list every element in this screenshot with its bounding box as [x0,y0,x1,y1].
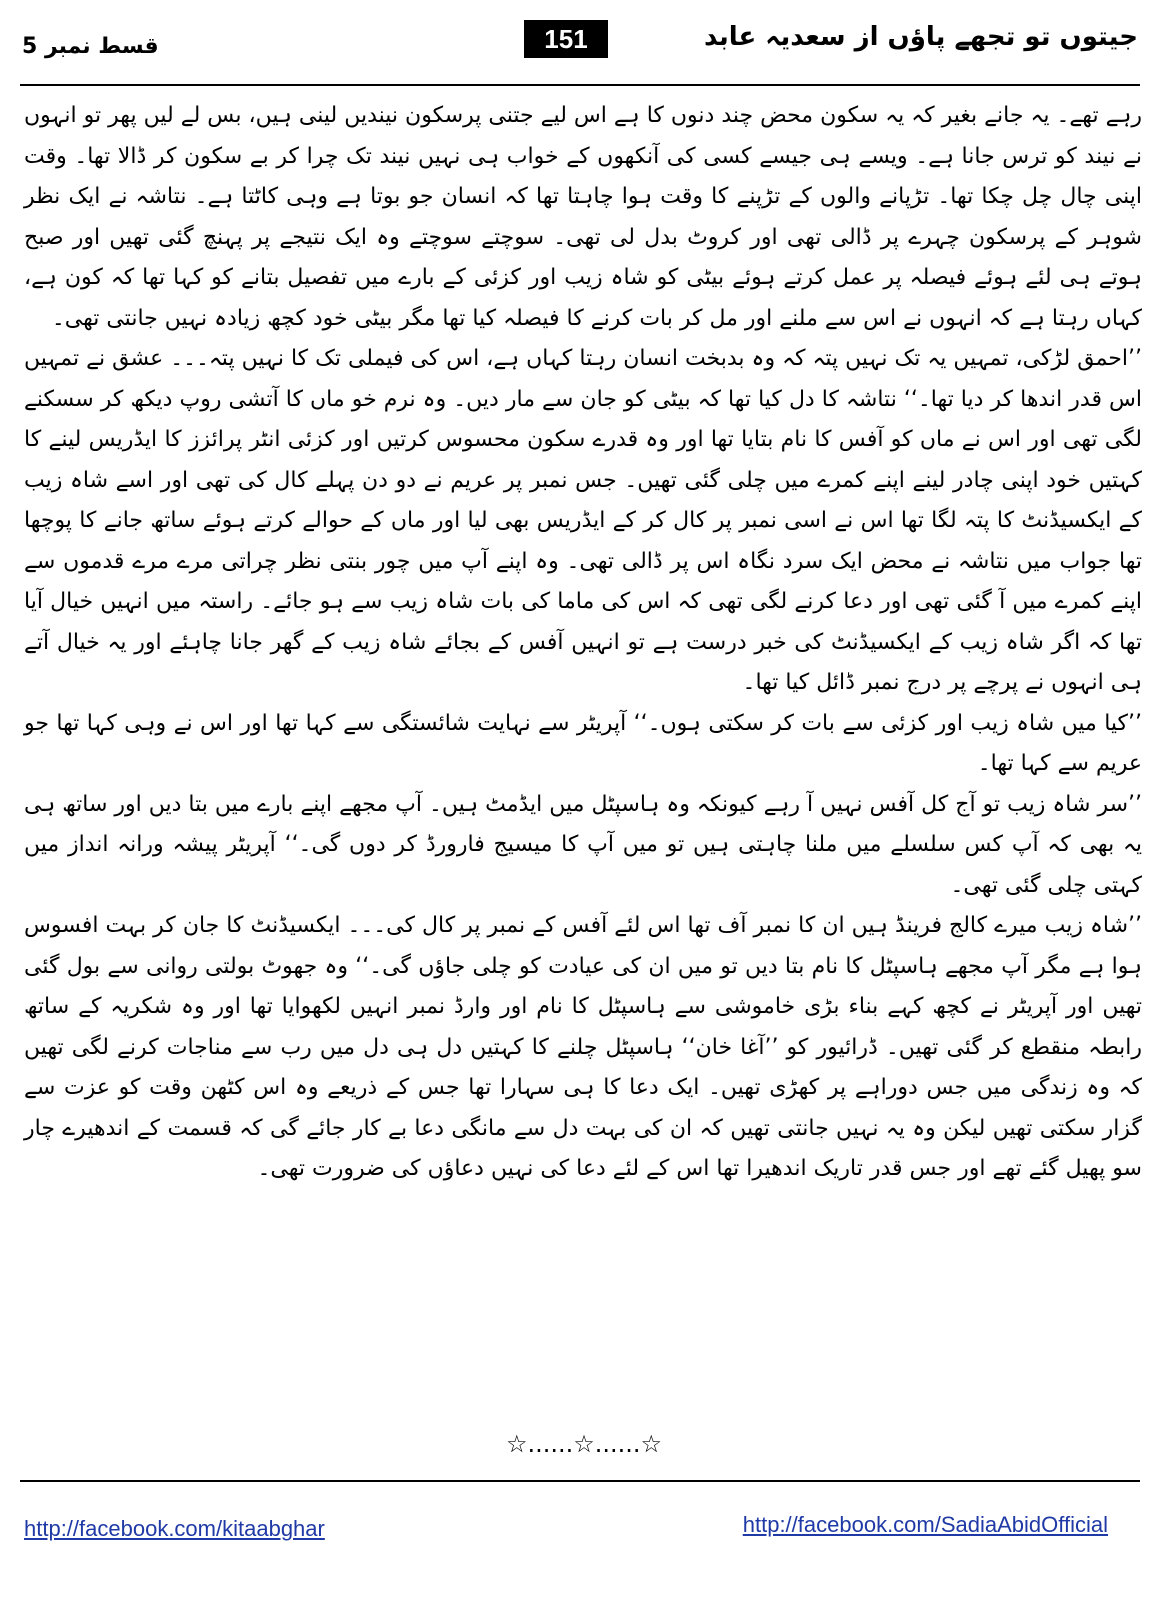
episode-label: قسط نمبر 5 [22,34,159,59]
author-facebook-link[interactable]: http://facebook.com/SadiaAbidOfficial [742,1512,1108,1537]
kitaabghar-facebook-link[interactable]: http://facebook.com/kitaabghar [24,1516,325,1541]
header-divider [20,84,1140,86]
page-number: 151 [524,20,608,58]
footer-divider [20,1480,1140,1482]
page-header [0,0,1168,90]
paragraph: ’’شاہ زیب میرے کالج فرینڈ ہیں ان کا نمبر آف تھا اس لئے آفس کے نمبر پر کال کی۔۔۔ ایکسیڈنٹ کا جان کر بہت افسوس ہوا ہے مگر آپ مجھے ہاسپٹل کا نام بتا دیں تو میں ان کی عیادت کو چلی جاؤں گی۔‘‘ وہ جھوٹ بولتی روانی سے بول گئی تھیں اور آپریٹر نے کچھ کہے بناء بڑی خاموشی سے ہاسپٹل کا نام اور وارڈ نمبر انہیں لکھوایا تھا اور وہ شکریہ کے ساتھ رابطہ منقطع کر گئی تھیں۔ ڈرائیور کو ’’آغا خان‘‘ ہاسپٹل چلنے کا کہتیں دل ہی دل میں رب سے مناجات کرنے لگی تھیں کہ وہ زندگی میں جس دوراہے پر کھڑی تھیں۔ ایک دعا کا ہی سہارا تھا جس کے ذریعے وہ اس کٹھن وقت کو عزت سے گزار سکتی تھیں لیکن وہ یہ نہیں جانتی تھیں کہ ان کی بہت دل سے مانگی دعا بے کار جائے گی کہ قسمت کے اندھیرے چار سو پھیل گئے تھے اور جس قدر تاریک اندھیرا تھا اس کے لئے دعا کی نہیں دعاؤں کی ضرورت تھی۔ [24,913,1142,1181]
paragraph: رہے تھے۔ یہ جانے بغیر کہ یہ سکون محض چند دنوں کا ہے اس لیے جتنی پرسکون نیندیں لینی ہیں، بس لے لیں پھر تو انہوں نے نیند کو ترس جانا ہے۔ ویسے ہی جیسے کسی کی آنکھوں کے خواب ہی نہیں نیند تک چرا کر بے سکون کر ڈالا تھا۔ وقت اپنی چال چل چکا تھا۔ تڑپانے والوں کے تڑپنے کا وقت ہوا چاہتا تھا کہ انسان جو بوتا ہے وہی کاٹتا ہے۔ نتاشہ نے ایک نظر شوہر کے پرسکون چہرے پر ڈالی تھی اور کروٹ بدل لی تھی۔ سوچتے سوچتے وہ ایک نتیجے پر پہنچ گئی تھیں اور صبح ہوتے ہی لئے ہوئے فیصلہ پر عمل کرتے ہوئے بیٹی کو شاہ زیب اور کزئی کے بارے میں تفصیل بتانے کو کہا تھا کہ کون ہے، کہاں رہتا ہے کہ انہوں نے اس سے ملنے اور مل کر بات کرنے کا فیصلہ کیا تھا مگر بیٹی خود کچھ زیادہ نہیں جانتی تھی۔ [24,103,1142,331]
section-separator: ☆......☆......☆ [505,1430,663,1458]
paragraph: ’’کیا میں شاہ زیب اور کزئی سے بات کر سکتی ہوں۔‘‘ آپریٹر سے نہایت شائستگی سے کہا تھا اور اس نے وہی کہا تھا جو عریم سے کہا تھا۔ [24,710,1142,776]
paragraph: ’’احمق لڑکی، تمہیں یہ تک نہیں پتہ کہ وہ بدبخت انسان رہتا کہاں ہے، اس کی فیملی تک کا نہیں پتہ۔۔۔ عشق نے تمہیں اس قدر اندھا کر دیا تھا۔‘‘ نتاشہ کا دل کیا تھا کہ بیٹی کو جان سے مار دیں۔ وہ نرم خو ماں کا آتشی روپ دیکھ کر سسکنے لگی تھی اور اس نے ماں کو آفس کا نام بتایا تھا اور وہ قدرے سکون محسوس کرتیں اور کزئی انٹر پرائزز کا ایڈریس لینے کا کہتیں خود اپنی چادر لینے اپنے کمرے میں چلی گئی تھیں۔ جس نمبر پر عریم نے دو دن پہلے کال کی تھی اور اسے شاہ زیب کے ایکسیڈنٹ کا پتہ لگا تھا اس نے اسی نمبر پر کال کر کے ایڈریس بھی لیا اور ماں کے حوالے کرتے ہوئے ساتھ جانے کا پوچھا تھا جواب میں نتاشہ نے محض ایک سرد نگاہ اس پر ڈالی تھی۔ وہ اپنے آپ میں چور بنتی نظر چراتی مرے مرے قدموں سے اپنے کمرے میں آ گئی تھی اور دعا کرنے لگی تھی کہ اس کی ماما کی بات شاہ زیب سے ہو جائے۔ راستہ میں انہیں خیال آیا تھا کہ اگر شاہ زیب کے ایکسیڈنٹ کی خبر درست ہے تو انہیں آفس کے بجائے شاہ زیب کے گھر جانا چاہئے اور یہ خیال آتے ہی انہوں نے پرچے پر درج نمبر ڈائل کیا تھا۔ [24,346,1142,695]
novel-title: جیتوں تو تجھے پاؤں از سعدیہ عابد [703,22,1138,52]
story-body [24,96,1142,1190]
paragraph: ’’سر شاہ زیب تو آج کل آفس نہیں آ رہے کیونکہ وہ ہاسپٹل میں ایڈمٹ ہیں۔ آپ مجھے اپنے بارے میں بتا دیں اور ساتھ ہی یہ بھی کہ آپ کس سلسلے میں ملنا چاہتی ہیں تو میں آپ کا میسیج فارورڈ کر دوں گی۔‘‘ آپریٹر پیشہ ورانہ انداز میں کہتی چلی گئی تھی۔ [24,791,1142,898]
